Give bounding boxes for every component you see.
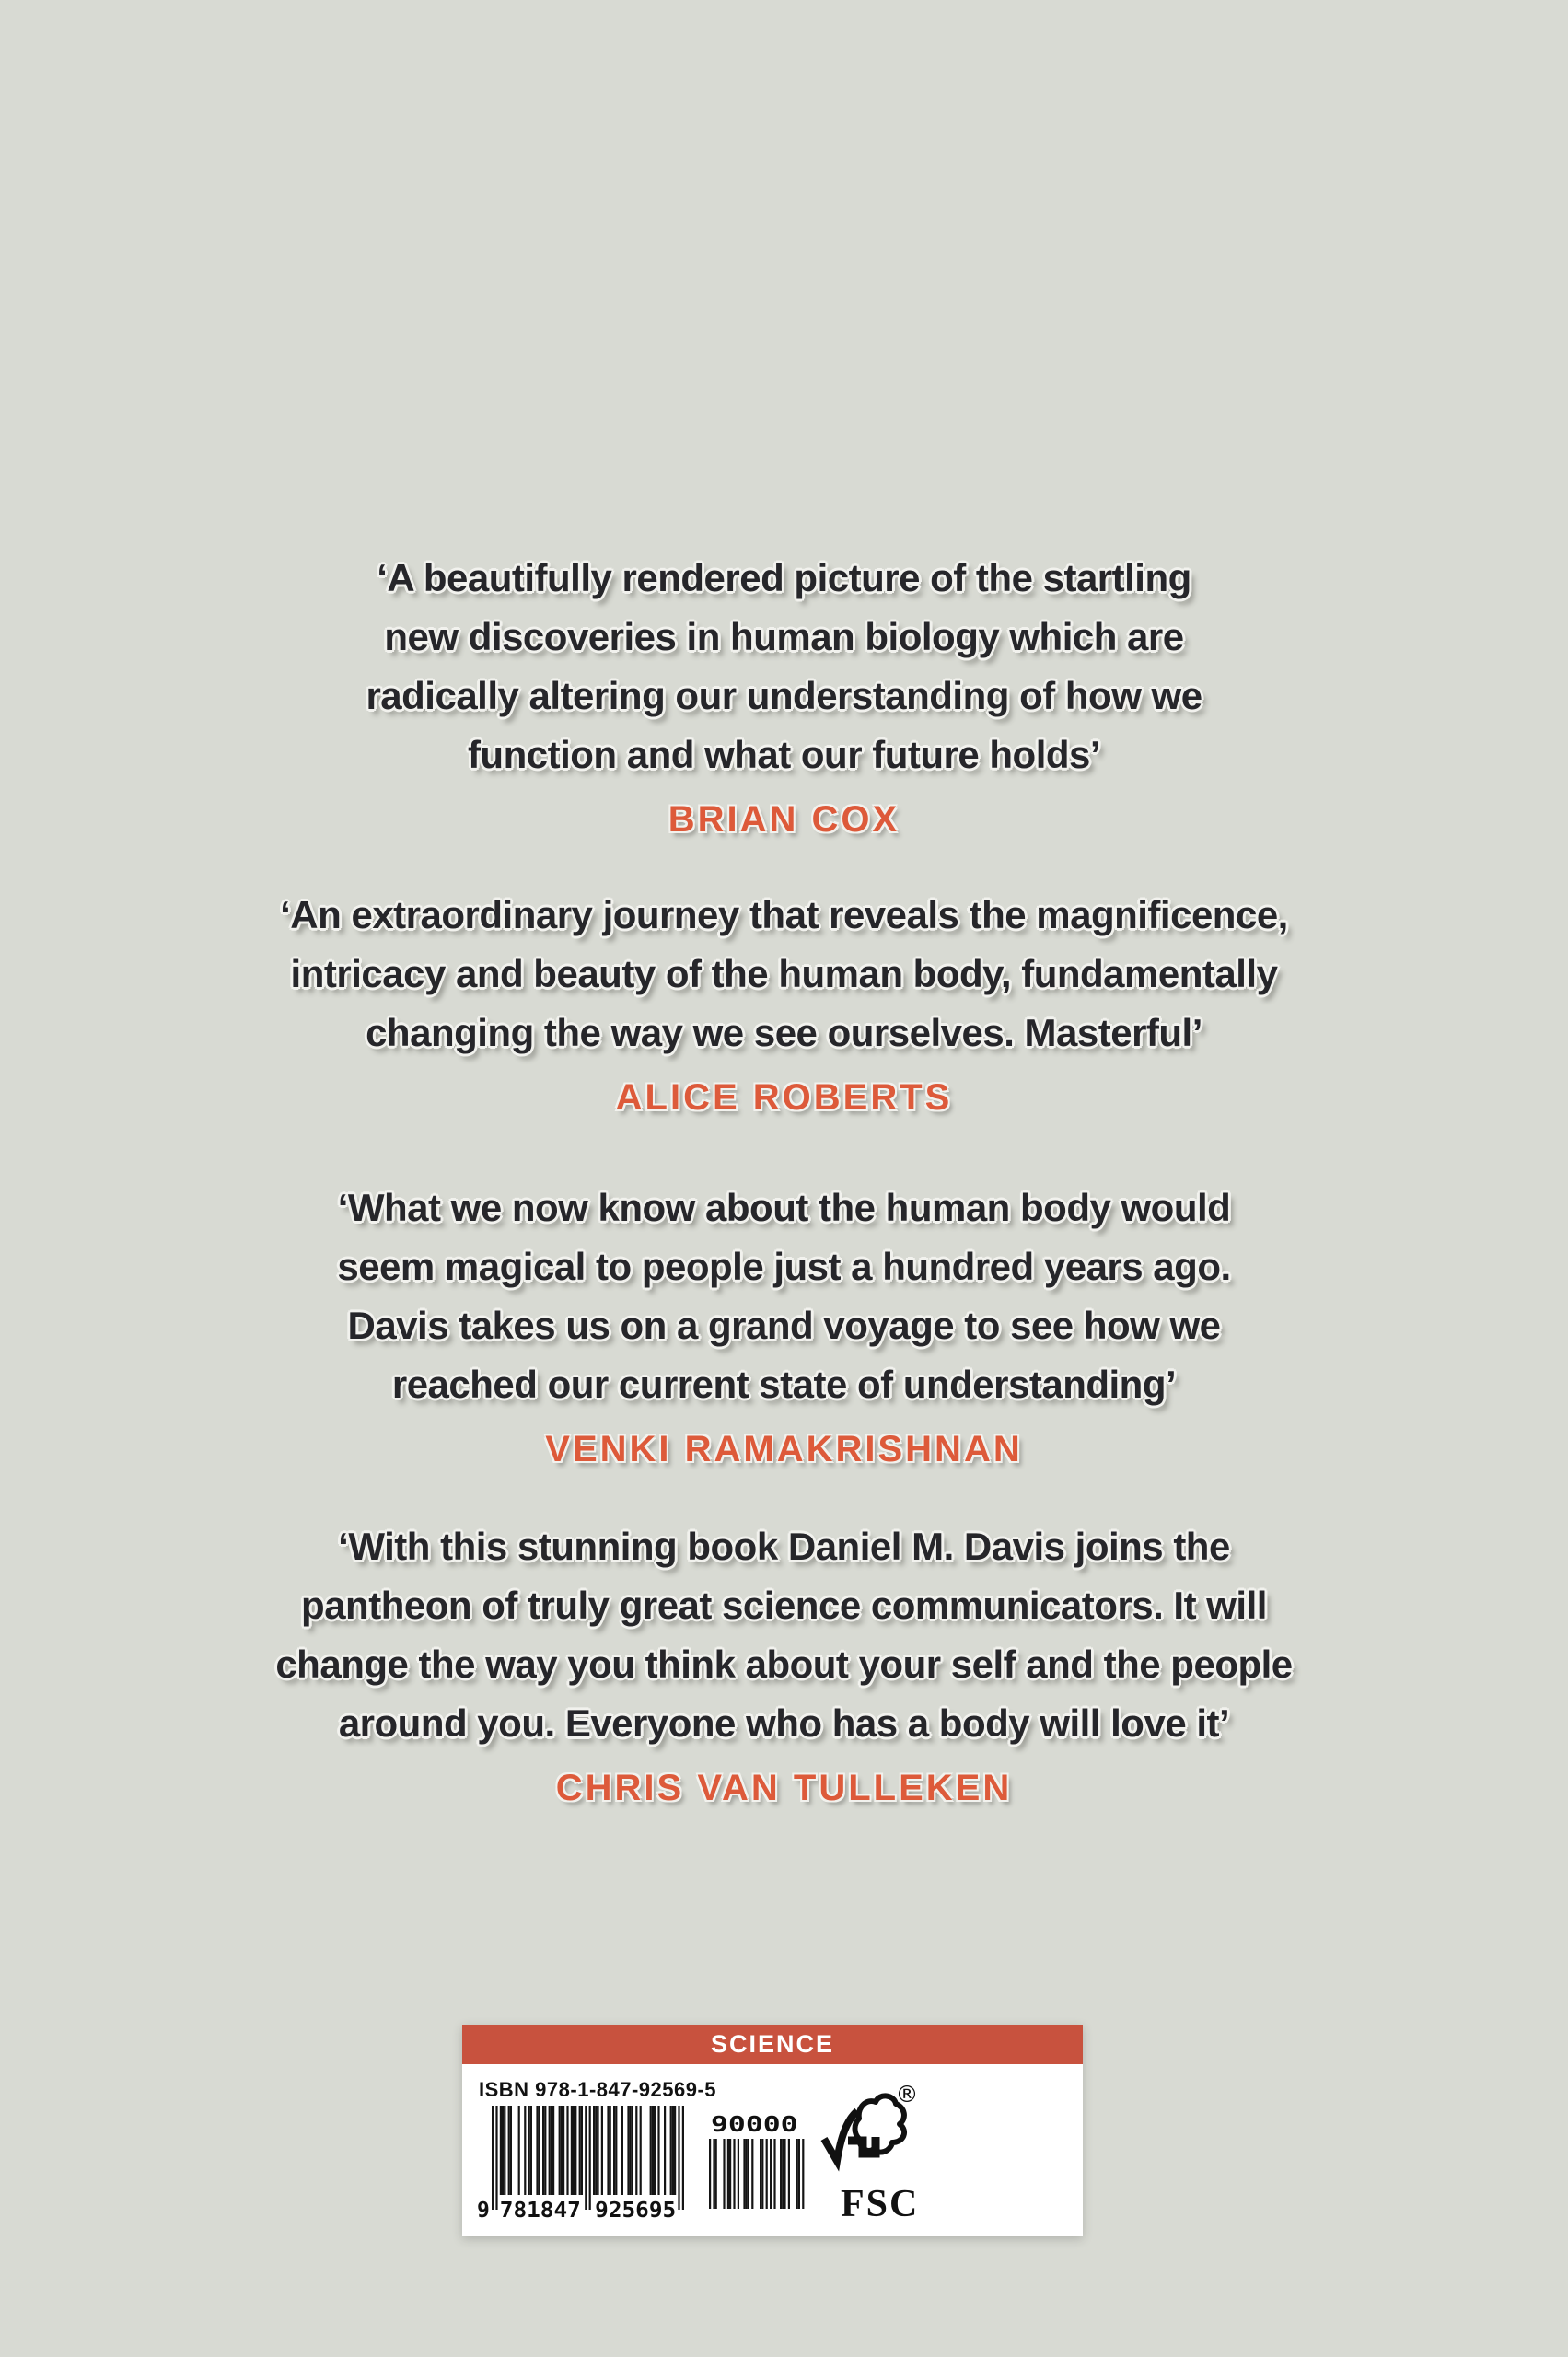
barcode-panel	[462, 2025, 1083, 2236]
ean13-barcode	[477, 2106, 707, 2220]
quote-line: change the way you think about your self and the people	[275, 1643, 1293, 1686]
registered-trademark-icon: ®	[895, 2082, 919, 2107]
quote-line: intricacy and beauty of the human body, fundamentally	[290, 952, 1278, 995]
quote-line: seem magical to people just a hundred years ago.	[337, 1245, 1231, 1288]
quote-attribution: CHRIS VAN TULLEKEN	[555, 1768, 1013, 1808]
quote-line: reached our current state of understanding’	[391, 1363, 1177, 1406]
quote-attribution: ALICE ROBERTS	[615, 1077, 953, 1118]
quote-line: new discoveries in human biology which are	[384, 615, 1184, 658]
fsc-logo	[817, 2082, 927, 2220]
quote-attribution: BRIAN COX	[668, 799, 900, 840]
quote-venki-ramakrishnan	[0, 1178, 1568, 1470]
quote-line: function and what our future holds’	[467, 733, 1101, 776]
quote-line: changing the way we see ourselves. Masterful’	[366, 1011, 1202, 1054]
supplement-barcode	[709, 2113, 807, 2211]
quote-brian-cox	[0, 549, 1568, 841]
isbn-number: ISBN 978-1-847-92569-5	[479, 2078, 717, 2101]
quote-line: ‘A beautifully rendered picture of the startling	[377, 556, 1191, 599]
fsc-label: FSC	[841, 2183, 920, 2220]
svg-text:781847: 781847	[499, 2199, 581, 2220]
quote-line: pantheon of truly great science communicators. It will	[301, 1584, 1267, 1627]
quote-line: around you. Everyone who has a body will love it’	[338, 1701, 1230, 1745]
quote-line: ‘What we now know about the human body would	[337, 1186, 1231, 1229]
svg-text:90000: 90000	[711, 2113, 798, 2137]
quote-chris-van-tulleken	[0, 1517, 1568, 1809]
quote-line: Davis takes us on a grand voyage to see how we	[347, 1304, 1221, 1347]
fsc-checkmark-icon	[824, 2111, 857, 2161]
svg-text:9: 9	[477, 2199, 490, 2220]
svg-text:925695: 925695	[595, 2199, 677, 2220]
category-band	[462, 2025, 1083, 2064]
quote-line: ‘An extraordinary journey that reveals the magnificence,	[280, 893, 1288, 936]
quote-alice-roberts	[0, 886, 1568, 1119]
quote-line: radically altering our understanding of how we	[366, 674, 1202, 717]
category-label: SCIENCE	[710, 2030, 835, 2058]
quote-attribution: VENKI RAMAKRISHNAN	[545, 1429, 1023, 1469]
quote-line: ‘With this stunning book Daniel M. Davis joins the	[338, 1525, 1230, 1568]
fsc-trunk-icon	[848, 2137, 876, 2154]
